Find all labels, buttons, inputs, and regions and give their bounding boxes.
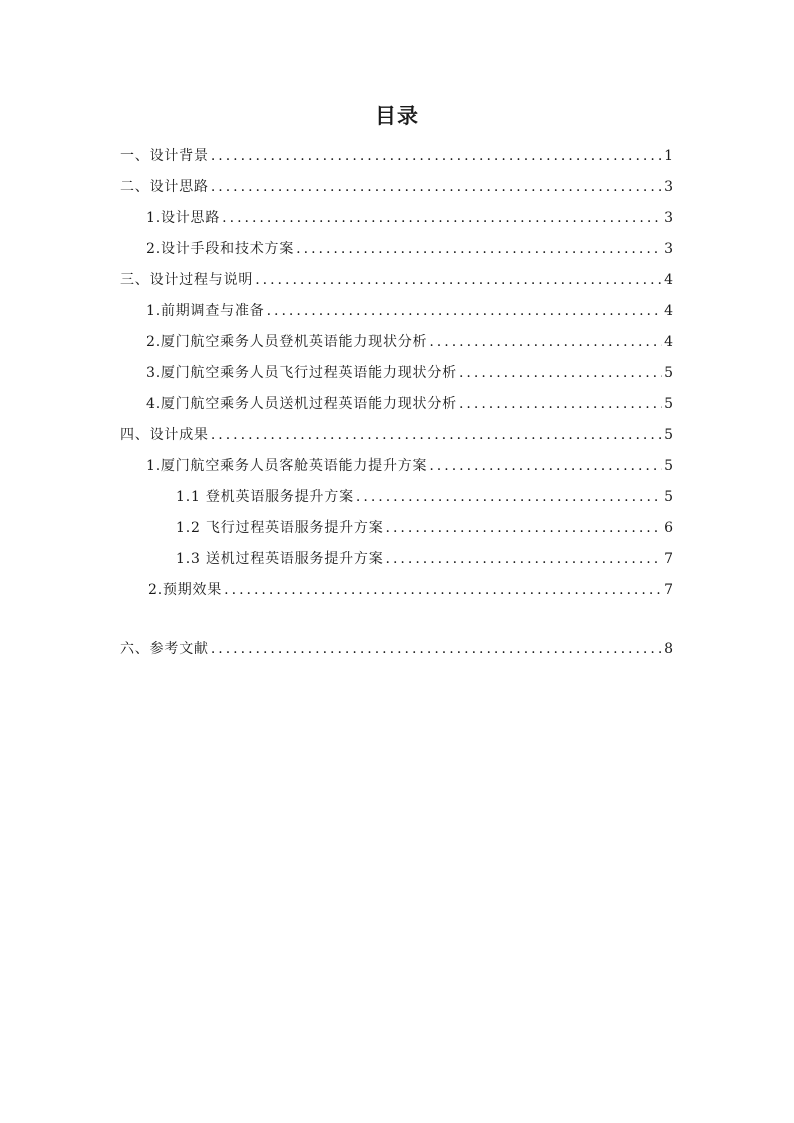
toc-entry-label: 一、设计背景 (120, 147, 209, 164)
toc-entry-label: 2.预期效果 (148, 581, 223, 598)
toc-entry-page-number: 3 (664, 240, 673, 257)
toc-spacer (120, 605, 673, 633)
toc-entry-design-idea-sub[interactable] (120, 202, 673, 233)
toc-entry-label: 2.厦门航空乘务人员登机英语能力现状分析 (146, 333, 428, 350)
toc-entry-label: 1.厦门航空乘务人员客舱英语能力提升方案 (146, 457, 428, 474)
toc-entry-design-results[interactable] (120, 419, 673, 450)
toc-entry-page-number: 8 (664, 640, 673, 657)
toc-entry-inflight-analysis[interactable] (120, 357, 673, 388)
toc-title: 目录 (375, 103, 419, 128)
toc-entry-page-number: 3 (664, 209, 673, 226)
toc-entry-boarding-analysis[interactable] (120, 326, 673, 357)
toc-entry-page-number: 3 (664, 178, 673, 195)
toc-entry-page-number: 1 (664, 147, 673, 164)
toc-entry-preliminary-survey[interactable] (120, 295, 673, 326)
dot-leader (211, 640, 662, 658)
toc-entry-label: 四、设计成果 (120, 426, 209, 443)
dot-leader (255, 271, 662, 289)
toc-entry-page-number: 7 (664, 550, 673, 567)
toc-entry-page-number: 4 (664, 302, 673, 319)
dot-leader (459, 364, 662, 382)
dot-leader (356, 488, 662, 506)
dot-leader (211, 178, 662, 196)
dot-leader (386, 519, 663, 537)
toc-entry-design-process[interactable] (120, 264, 673, 295)
dot-leader (296, 240, 662, 258)
toc-entry-expected-effect[interactable] (120, 574, 673, 605)
toc-entry-label: 2.设计手段和技术方案 (146, 240, 295, 257)
toc-entry-references[interactable] (120, 633, 673, 664)
toc-entry-label: 4.厦门航空乘务人员送机过程英语能力现状分析 (146, 395, 457, 412)
dot-leader (224, 581, 662, 599)
toc-entry-label: 1.1 登机英语服务提升方案 (176, 488, 354, 505)
dot-leader (267, 302, 663, 320)
toc-entry-label: 二、设计思路 (120, 178, 209, 195)
toc-entry-label: 六、参考文献 (120, 640, 209, 657)
toc-entry-design-idea[interactable] (120, 171, 673, 202)
toc-entry-page-number: 4 (664, 333, 673, 350)
toc-entry-inflight-plan[interactable] (120, 512, 673, 543)
toc-entry-page-number: 4 (664, 271, 673, 288)
toc-entry-label: 三、设计过程与说明 (120, 271, 254, 288)
dot-leader (459, 395, 662, 413)
dot-leader (429, 333, 662, 351)
toc-entry-page-number: 5 (664, 488, 673, 505)
toc-entry-label: 3.厦门航空乘务人员飞行过程英语能力现状分析 (146, 364, 457, 381)
toc-entry-label: 1.设计思路 (146, 209, 221, 226)
toc-entry-improvement-plan[interactable] (120, 450, 673, 481)
toc-entry-deplaning-analysis[interactable] (120, 388, 673, 419)
toc-entry-deplaning-plan[interactable] (120, 543, 673, 574)
toc-entry-label: 1.前期调查与准备 (146, 302, 265, 319)
dot-leader (211, 426, 662, 444)
toc-entry-page-number: 5 (664, 364, 673, 381)
toc-entry-page-number: 6 (664, 519, 673, 536)
dot-leader (211, 147, 662, 165)
toc-entry-boarding-plan[interactable] (120, 481, 673, 512)
toc-entry-design-background[interactable] (120, 140, 673, 171)
toc-entry-label: 1.3 送机过程英语服务提升方案 (176, 550, 384, 567)
toc-entry-label: 1.2 飞行过程英语服务提升方案 (176, 519, 384, 536)
table-of-contents (120, 140, 673, 664)
toc-entry-design-methods[interactable] (120, 233, 673, 264)
dot-leader (386, 550, 663, 568)
toc-entry-page-number: 7 (664, 581, 673, 598)
toc-entry-page-number: 5 (664, 395, 673, 412)
dot-leader (222, 209, 662, 227)
toc-entry-page-number: 5 (664, 457, 673, 474)
dot-leader (429, 457, 662, 475)
toc-entry-page-number: 5 (664, 426, 673, 443)
